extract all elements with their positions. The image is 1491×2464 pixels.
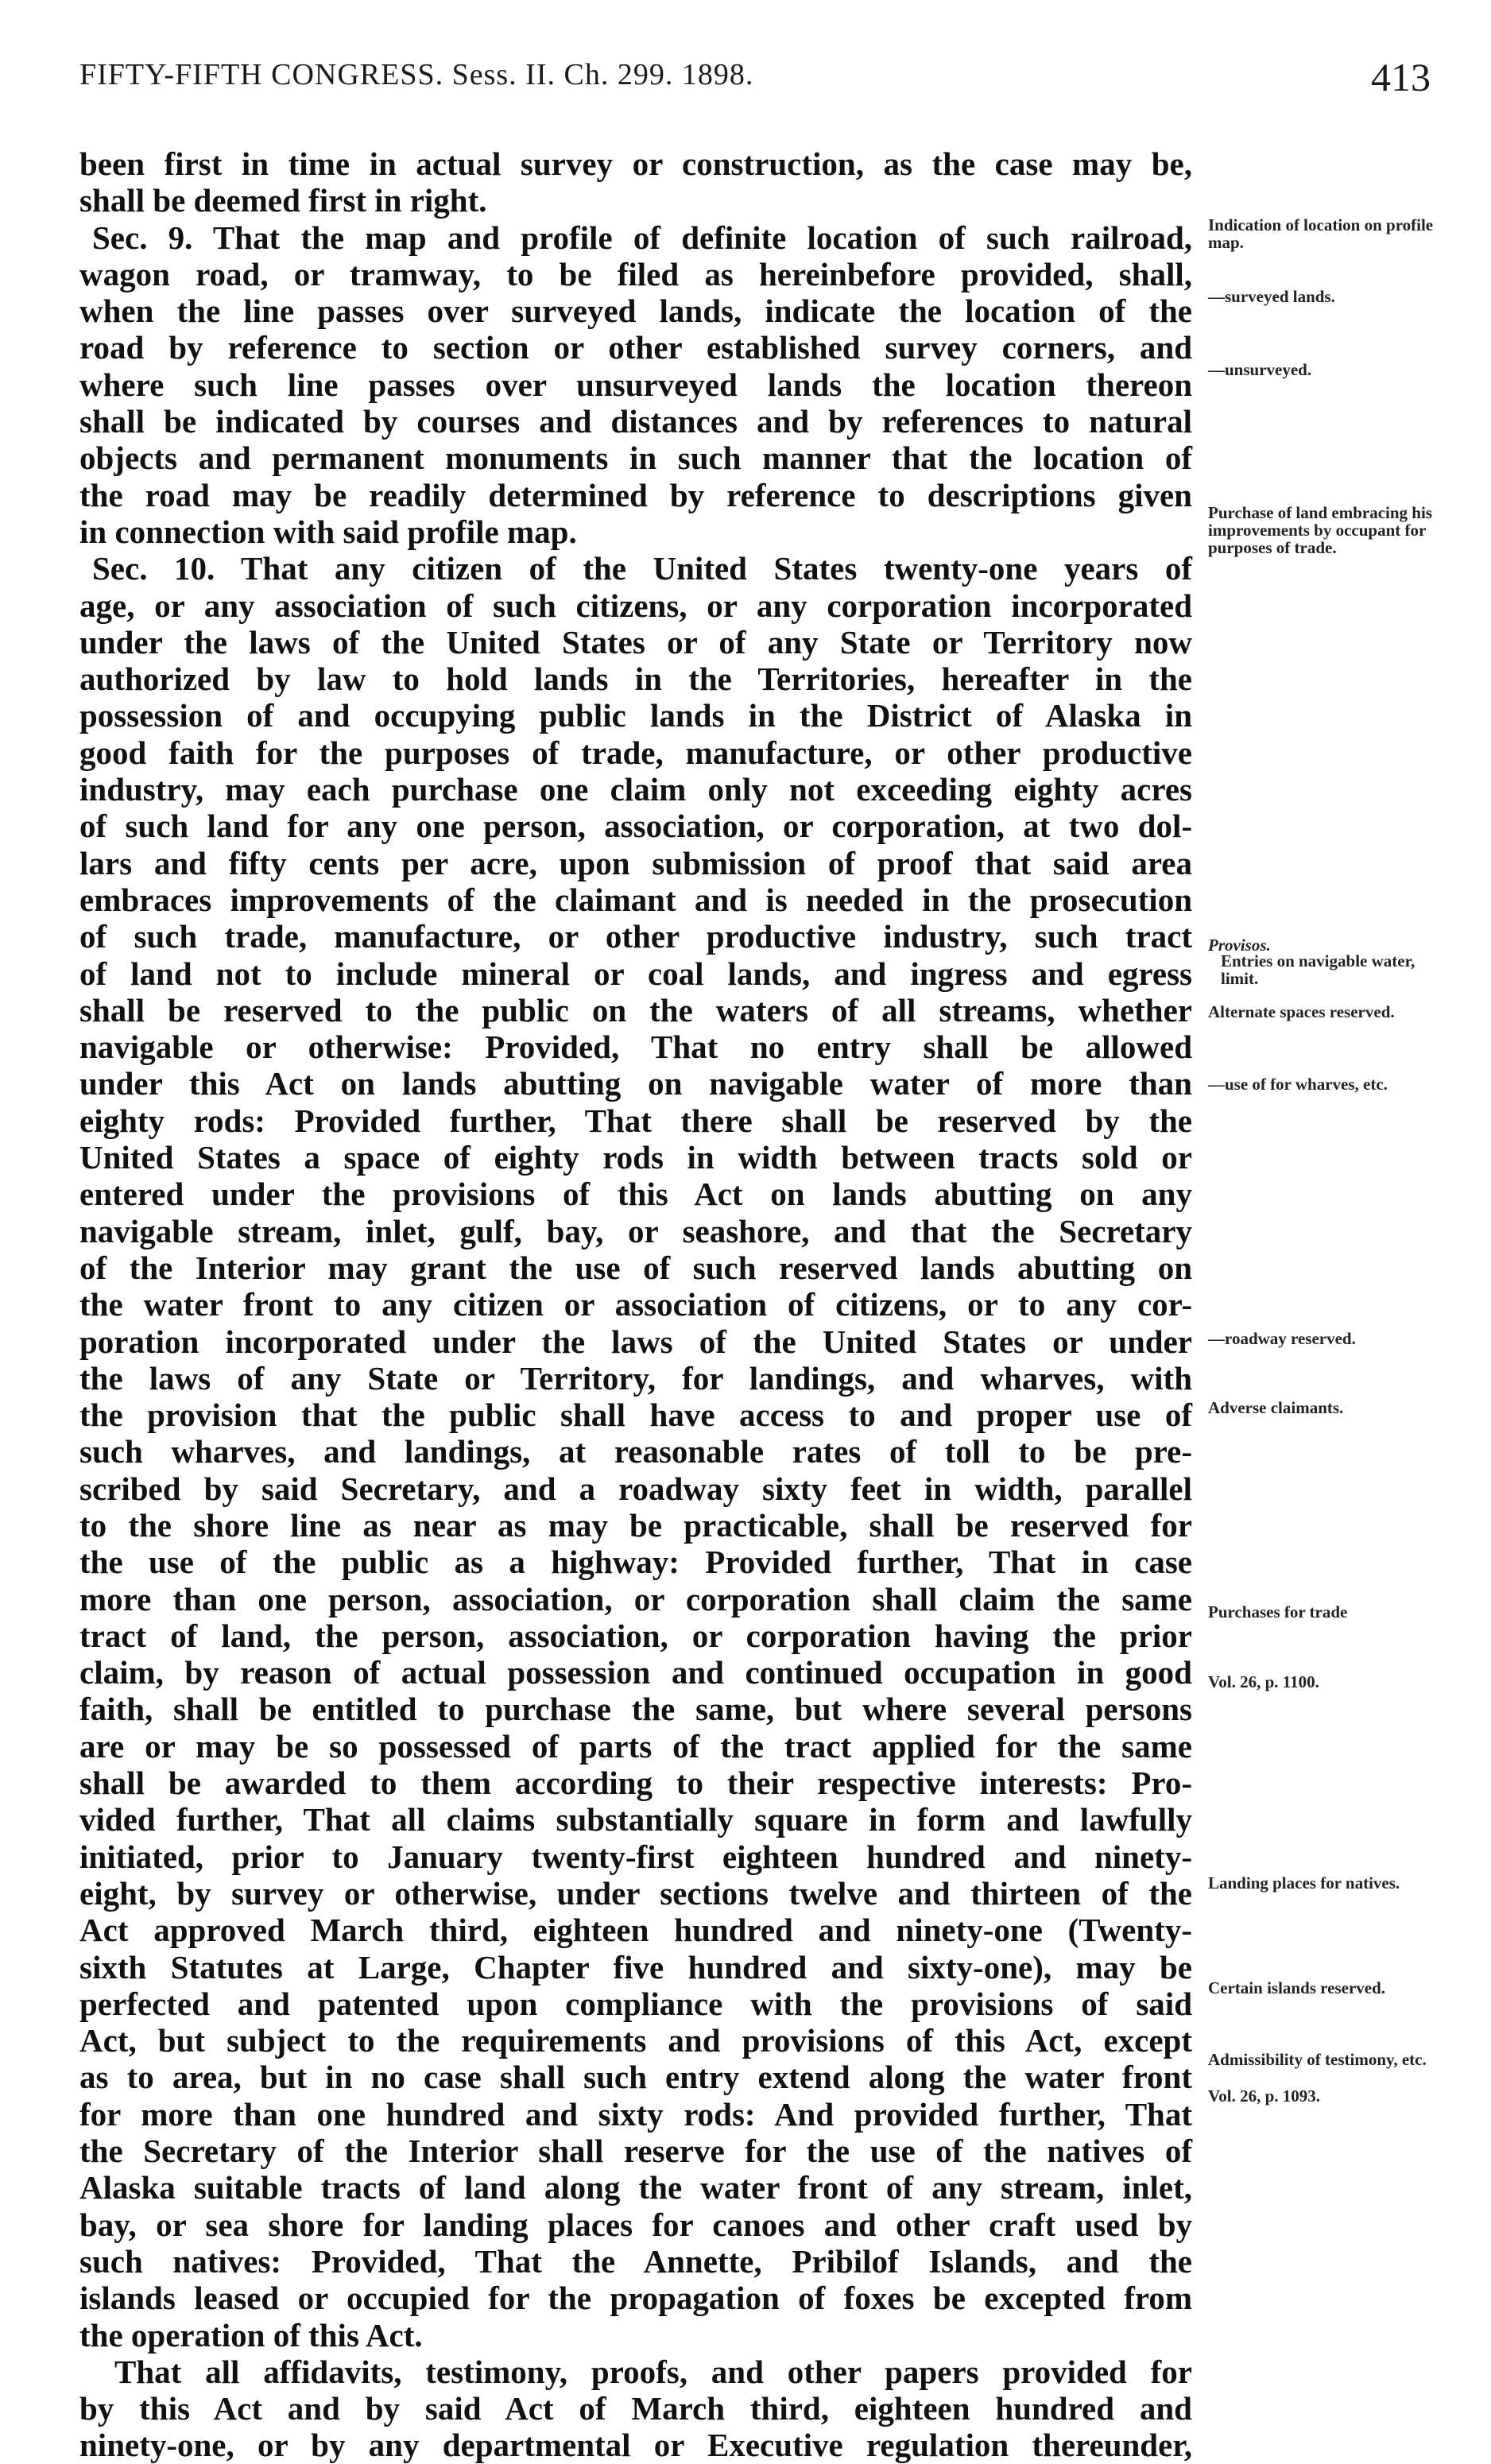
text-line: such natives: Provided, That the Annette, Pribilof Islands, and the xyxy=(79,2242,1192,2280)
text-line: Act, but subject to the requirements and provisions of this Act, except xyxy=(79,2022,1192,2059)
text-line: navigable stream, inlet, gulf, bay, or seashore, and that the Secretary xyxy=(79,1212,1192,1249)
text-line: been first in time in actual survey or construction, as the case may be, xyxy=(79,145,1192,182)
marginal-note: Certain islands reserved. xyxy=(1208,1978,1386,1997)
text-line: the laws of any State or Territory, for landings, and wharves, with xyxy=(79,1359,1192,1397)
text-line: good faith for the purposes of trade, manufacture, or other productive xyxy=(79,734,1192,771)
text-line: eighty rods: Provided further, That there shall be reserved by the xyxy=(79,1102,1192,1139)
text-line: shall be deemed first in right. xyxy=(79,182,487,219)
text-line: as to area, but in no case shall such entry extend along the water front xyxy=(79,2059,1192,2096)
marginal-note: Indication of location on profile map. xyxy=(1208,215,1434,252)
text-line: the water front to any citizen or association of citizens, or to any cor- xyxy=(79,1286,1192,1323)
text-line: shall be indicated by courses and distances and by references to natural xyxy=(79,403,1192,440)
paragraph-affidavits-start: That all affidavits, testimony, proofs, and other papers provided for xyxy=(114,2353,1192,2390)
text-line: entered under the provisions of this Act on lands abutting on any xyxy=(79,1176,1192,1213)
running-title: FIFTY-FIFTH CONGRESS. Sess. II. Ch. 299. 1898. xyxy=(79,58,754,91)
marginal-note: Admissibility of testimony, etc. xyxy=(1208,2050,1427,2069)
marginal-note: —unsurveyed. xyxy=(1208,360,1312,379)
text-line: to the shore line as near as may be practicable, shall be reserved for xyxy=(79,1506,1192,1544)
text-line: initiated, prior to January twenty-first eighteen hundred and ninety- xyxy=(79,1838,1192,1875)
text-line: vided further, That all claims substantially square in form and lawfully xyxy=(79,1801,1192,1838)
marginal-note: —surveyed lands. xyxy=(1208,287,1335,306)
text-line: are or may be so possessed of parts of the tract applied for the same xyxy=(79,1727,1192,1765)
marginal-note: Entries on navigable water, limit. xyxy=(1221,951,1415,988)
text-line: sixth Statutes at Large, Chapter five hundred and sixty-one), may be xyxy=(79,1948,1192,1986)
text-line: faith, shall be entitled to purchase the same, but where several persons xyxy=(79,1691,1192,1728)
text-line: scribed by said Secretary, and a roadway sixty feet in width, parallel xyxy=(79,1470,1192,1507)
text-line: road by reference to section or other established survey corners, and xyxy=(79,329,1192,366)
text-line: United States a space of eighty rods in width between tracts sold or xyxy=(79,1139,1192,1176)
text-line: the use of the public as a highway: Provided further, That in case xyxy=(79,1544,1192,1581)
text-line: islands leased or occupied for the propagation of foxes be excepted from xyxy=(79,2280,1192,2317)
text-line: of such land for any one person, association, or corporation, at two dol- xyxy=(79,808,1192,845)
page-number: 413 xyxy=(1371,55,1431,99)
text-line: under this Act on lands abutting on navigable water of more than xyxy=(79,1065,1192,1102)
text-line: eight, by survey or otherwise, under sections twelve and thirteen of the xyxy=(79,1874,1192,1912)
text-line: shall be reserved to the public on the waters of all streams, whether xyxy=(79,991,1192,1029)
text-line: navigable or otherwise: Provided, That no entry shall be allowed xyxy=(79,1029,1192,1066)
text-line: under the laws of the United States or of any State or Territory now xyxy=(79,623,1192,661)
text-line: the operation of this Act. xyxy=(79,2316,423,2354)
statute-text xyxy=(79,145,1192,2464)
text-line: age, or any association of such citizens, or any corporation incorporated xyxy=(79,587,1192,624)
text-line: wagon road, or tramway, to be filed as hereinbefore provided, shall, xyxy=(79,255,1192,293)
marginal-note: —use of for wharves, etc. xyxy=(1208,1075,1388,1094)
text-line: tract of land, the person, association, or corporation having the prior xyxy=(79,1617,1192,1654)
marginal-note: Alternate spaces reserved. xyxy=(1208,1002,1395,1021)
text-line: poration incorporated under the laws of the United States or under xyxy=(79,1323,1192,1360)
text-line: Act approved March third, eighteen hundred and ninety-one (Twenty- xyxy=(79,1912,1192,1949)
text-line: shall be awarded to them according to their respective interests: Pro- xyxy=(79,1765,1192,1802)
text-line: embraces improvements of the claimant and is needed in the prosecution xyxy=(79,881,1192,918)
text-line: the Secretary of the Interior shall reserve for the use of the natives of xyxy=(79,2133,1192,2170)
text-line: perfected and patented upon compliance with the provisions of said xyxy=(79,1985,1192,2022)
text-line: industry, may each purchase one claim only not exceeding eighty acres xyxy=(79,771,1192,808)
text-line: of such trade, manufacture, or other productive industry, such tract xyxy=(79,918,1192,955)
text-line: of the Interior may grant the use of such reserved lands abutting on xyxy=(79,1249,1192,1286)
text-line: for more than one hundred and sixty rods: And provided further, That xyxy=(79,2095,1192,2133)
text-line: the provision that the public shall have access to and proper use of xyxy=(79,1397,1192,1434)
marginal-notes xyxy=(1208,0,1446,2289)
text-line: claim, by reason of actual possession and continued occupation in good xyxy=(79,1654,1192,1691)
marginal-note: —roadway reserved. xyxy=(1208,1329,1356,1348)
text-line: where such line passes over unsurveyed lands the location thereon xyxy=(79,366,1192,403)
text-line: objects and permanent monuments in such manner that the location of xyxy=(79,440,1192,477)
text-line: lars and fifty cents per acre, upon submission of proof that said area xyxy=(79,844,1192,881)
section-10-start: Sec. 10. That any citizen of the United States twenty-one years of xyxy=(92,550,1192,587)
text-line: Alaska suitable tracts of land along the water front of any stream, inlet, xyxy=(79,2169,1192,2206)
section-9-start: Sec. 9. That the map and profile of definite location of such railroad, xyxy=(92,219,1192,256)
marginal-note: Vol. 26, p. 1093. xyxy=(1208,2086,1321,2106)
text-line: such wharves, and landings, at reasonable rates of toll to be pre- xyxy=(79,1433,1192,1470)
marginal-note: Landing places for natives. xyxy=(1208,1873,1400,1893)
marginal-note: Purchases for trade xyxy=(1208,1602,1348,1621)
marginal-note: Vol. 26, p. 1100. xyxy=(1208,1672,1319,1691)
text-line: more than one person, association, or corporation shall claim the same xyxy=(79,1580,1192,1617)
text-line: in connection with said profile map. xyxy=(79,513,577,550)
text-line: of land not to include mineral or coal lands, and ingress and egress xyxy=(79,955,1192,992)
text-line: when the line passes over surveyed lands, indicate the location of the xyxy=(79,293,1192,330)
marginal-note: Adverse claimants. xyxy=(1208,1398,1344,1417)
text-line: the road may be readily determined by reference to descriptions given xyxy=(79,476,1192,513)
text-line: possession of and occupying public lands in the District of Alaska in xyxy=(79,697,1192,734)
marginal-note: Provisos. xyxy=(1208,936,1271,955)
marginal-note: Purchase of land embracing his improvements by occupant for purposes of trade. xyxy=(1208,503,1432,557)
text-line: ninety-one, or by any departmental or Executive regulation thereunder, xyxy=(79,2427,1192,2464)
text-line: authorized by law to hold lands in the Territories, hereafter in the xyxy=(79,661,1192,698)
text-line: bay, or sea shore for landing places for canoes and other craft used by xyxy=(79,2206,1192,2243)
text-line: by this Act and by said Act of March third, eighteen hundred and xyxy=(79,2390,1192,2427)
